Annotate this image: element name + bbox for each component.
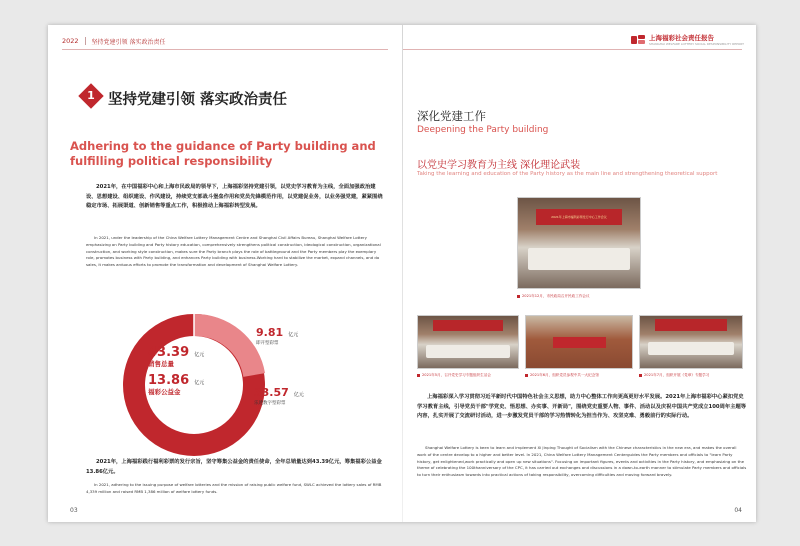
photo-work-conference (517, 197, 641, 289)
lotto-lottery-value: 33.57 (254, 386, 289, 399)
brand-logo-icon (631, 35, 645, 45)
total-sales-name: 销售总量 (148, 360, 174, 368)
photo-banner (655, 319, 726, 330)
sales-paragraph-en: In 2021, adhering to the issuing purpose of welfare lotteries and the mission of raising public welfare fund, SWLC achieved the lottery sales of RMB 4,339 million and raised RMB 1,386 million of welfare lottery funds. (86, 482, 382, 494)
page-header (62, 33, 165, 49)
total-sales-label (148, 341, 204, 368)
section-number-badge (78, 83, 103, 108)
study-paragraph-cn: 上海福彩深入学习贯彻习近平新时代中国特色社会主义思想，助力中心整体工作向更高更好水平发展。2021年上海市福彩中心紧扣党史学习教育主线，引导党员干部"学党史、悟思想、办实事、开新局"，围绕党史重要人物、事件、活动以及庆祝中国共产党成立100周年主题等内容，扎实开展了交流研讨活动，进一步激发党员干部的学习热情转化为担当作为、攻坚克难、勇毅前行的实际行动。 (417, 394, 747, 419)
header-year: 2022 (62, 37, 79, 45)
section-title-cn: 坚持党建引领 落实政治责任 (108, 92, 288, 108)
caption-memorial-visit (525, 373, 599, 378)
header-rule (62, 49, 388, 50)
caption-text: 2021年6月，组织党员参观中共一大纪念馆 (530, 373, 599, 377)
photo-constitution-study (639, 315, 743, 369)
subsection-title-en: Deepening the Party building (417, 125, 549, 135)
photo-party-meeting (417, 315, 519, 369)
welfare-fund-label (148, 369, 204, 396)
caption-text: 2021年7月，组织开展《党章》专题学习 (644, 373, 710, 377)
total-sales-value: 43.39 (148, 345, 190, 360)
study-paragraph-en: Shanghai Welfare Lottery is keen to learn and implement Xi Jinping Thought of Socialism with the Chinese characteristics in the new era, and makes the overall work of the centre develop to a higher and better level. In 2021, China Welfare Lottery Management Centerguides the Party members and officials to "learn Party history, get enlightened,work practically and open up new situations". Focusing on important figures, events and activities in the Party history, and emphasizing on the theme of celebrating the 100thanniversary of the CPC, it has carried out exchanges and discussions in a down-to-earth manner to stimulate Party members and officials to turn their enthusiasm towards into practical actions of taking responsibility, overcoming difficulties and moving forward bravely. (417, 445, 747, 478)
photo-table (648, 342, 734, 355)
left-page (48, 25, 402, 522)
caption-constitution-study (639, 373, 709, 378)
report-spread (48, 25, 756, 522)
welfare-fund-name: 福彩公益金 (148, 388, 181, 396)
subsection-title-cn: 深化党建工作 (417, 109, 486, 123)
page-number-left: 03 (70, 507, 78, 514)
lotto-lottery-label (254, 381, 304, 406)
caption-text: 2021年5月，召开党史学习专题组织生活会 (422, 373, 491, 377)
lotto-lottery-name: 乐透数字型彩票 (254, 401, 286, 406)
photo-flag (553, 337, 606, 348)
header-separator (85, 37, 86, 45)
photo-banner-text: 2021年上海市福利彩票发行中心工作会议 (551, 214, 607, 219)
caption-party-meeting (417, 373, 491, 378)
caption-text: 2021年12月，市民政局召开民政工作会议 (522, 294, 590, 298)
brand-name-en: SHANGHAI WELFARE LOTTERY SOCIAL RESPONSIBILITY REPORT (649, 42, 744, 46)
header-rule-right (403, 49, 742, 50)
instant-lottery-unit: 亿元 (288, 332, 299, 338)
topic-heading-en: Taking the learning and education of the Party history as the main line and strengthening theoretical support (417, 171, 718, 177)
instant-lottery-name: 即开型彩票 (256, 341, 279, 346)
total-sales-unit: 亿元 (194, 352, 205, 358)
report-brand (631, 34, 744, 46)
caption-work-conference (517, 294, 590, 299)
photo-table (426, 345, 510, 358)
topic-heading-cn: 以党史学习教育为主线 深化理论武装 (417, 160, 581, 171)
intro-paragraph-en: In 2021, under the leadership of the China Welfare Lottery Management Centre and Shanghai Civil Affairs Bureau, Shanghai Welfare Lottery emphasizing on Party building and Party history education, comprehensively strengthens political construction, ideological construction, organizational construction, and working style construction, makes sure the Party branch plays the role of battleground and the Party members play the exemplary role, promotes business with Party building, and enhances Party building with business.Working hard to stabilize the market, expand channels, and do sales, it makes arduous efforts to promote the transformation and development of Shanghai Welfare Lottery. (86, 235, 381, 268)
section-title-en: Adhering to the guidance of Party building and fulfilling political responsibility (70, 139, 376, 168)
lotto-lottery-unit: 亿元 (293, 392, 304, 398)
welfare-fund-value: 13.86 (148, 373, 190, 388)
photo-conference-table (528, 248, 630, 271)
page-number-right: 04 (734, 507, 742, 514)
welfare-fund-unit: 亿元 (194, 380, 205, 386)
sales-paragraph-cn: 2021年，上海福彩践行福利彩票的发行宗旨，坚守筹集公益金的责任使命，全年总销量达到43.39亿元，筹集福彩公益金13.86亿元。 (86, 459, 382, 475)
photo-memorial-visit (525, 315, 633, 369)
intro-paragraph-cn: 2021年，在中国福彩中心和上海市民政局的领导下，上海福彩坚持党建引领，以党史学习教育为主线，全面加强政治建设、思想建设、组织建设、作风建设，持续党支部战斗堡垒作用和党员先锋模范作用，以党建促业务，以业务强党建，紧紧围绕稳定市场、拓展渠道、创新销售等重点工作，积极推动上海福彩转型发展。 (86, 184, 383, 209)
right-page (403, 25, 756, 522)
header-section: 坚持党建引领 落实政治责任 (91, 38, 166, 46)
photo-banner (433, 320, 503, 330)
instant-lottery-value: 9.81 (256, 326, 284, 339)
section-number: 1 (87, 89, 95, 102)
instant-lottery-label (256, 321, 298, 346)
brand-name-cn: 上海福彩社会责任报告 (649, 34, 714, 42)
photo-banner (536, 209, 621, 225)
